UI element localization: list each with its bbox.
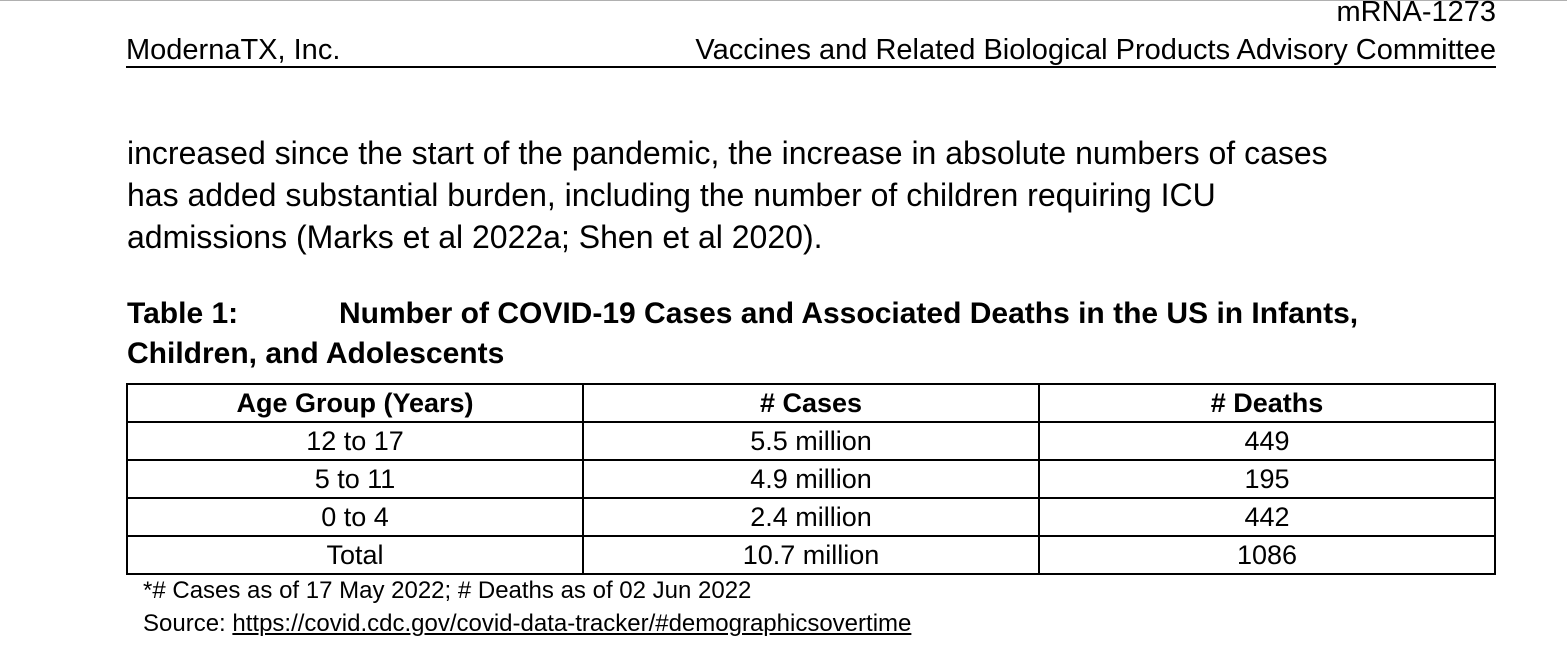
age-group-cell: 12 to 17 [127,422,583,460]
committee-name: Vaccines and Related Biological Products Advisory Committee [695,34,1496,66]
deaths-cell: 449 [1039,422,1495,460]
column-header-deaths: # Deaths [1039,384,1495,422]
column-header-age-group: Age Group (Years) [127,384,583,422]
footnote-source [143,607,911,640]
table-row-total [127,536,1495,574]
footnote-dates: *# Cases as of 17 May 2022; # Deaths as of 02 Jun 2022 [143,577,752,604]
table-row [127,460,1495,498]
table-row [127,498,1495,536]
body-paragraph [127,132,1457,258]
table-title-line1: Number of COVID-19 Cases and Associated Deaths in the US in Infants, [339,297,1359,330]
deaths-cell: 442 [1039,498,1495,536]
covid-cases-table [126,383,1496,575]
column-header-cases: # Cases [583,384,1039,422]
table-title-line2: Children, and Adolescents [127,337,505,370]
company-name: ModernaTX, Inc. [126,34,341,66]
deaths-cell: 195 [1039,460,1495,498]
table-header-row [127,384,1495,422]
table-label: Table 1: [127,297,239,330]
deaths-cell: 1086 [1039,536,1495,574]
paragraph-line: increased since the start of the pandemic, the increase in absolute numbers of cases [127,135,1328,171]
document-id: mRNA-1273 [1336,0,1496,28]
table-caption [127,294,1467,374]
cases-cell: 2.4 million [583,498,1039,536]
cases-cell: 4.9 million [583,460,1039,498]
cases-cell: 10.7 million [583,536,1039,574]
table-footnotes [143,574,911,640]
age-group-cell: Total [127,536,583,574]
source-label: Source: [143,610,226,637]
paragraph-line: has added substantial burden, including the number of children requiring ICU [127,177,1216,213]
table-row [127,422,1495,460]
page-top-edge [0,0,1567,1]
running-header [126,30,1496,68]
paragraph-line: admissions (Marks et al 2022a; Shen et al 2020). [127,219,823,255]
cases-cell: 5.5 million [583,422,1039,460]
age-group-cell: 5 to 11 [127,460,583,498]
source-link[interactable]: https://covid.cdc.gov/covid-data-tracker/#demographicsovertime [232,610,912,637]
age-group-cell: 0 to 4 [127,498,583,536]
